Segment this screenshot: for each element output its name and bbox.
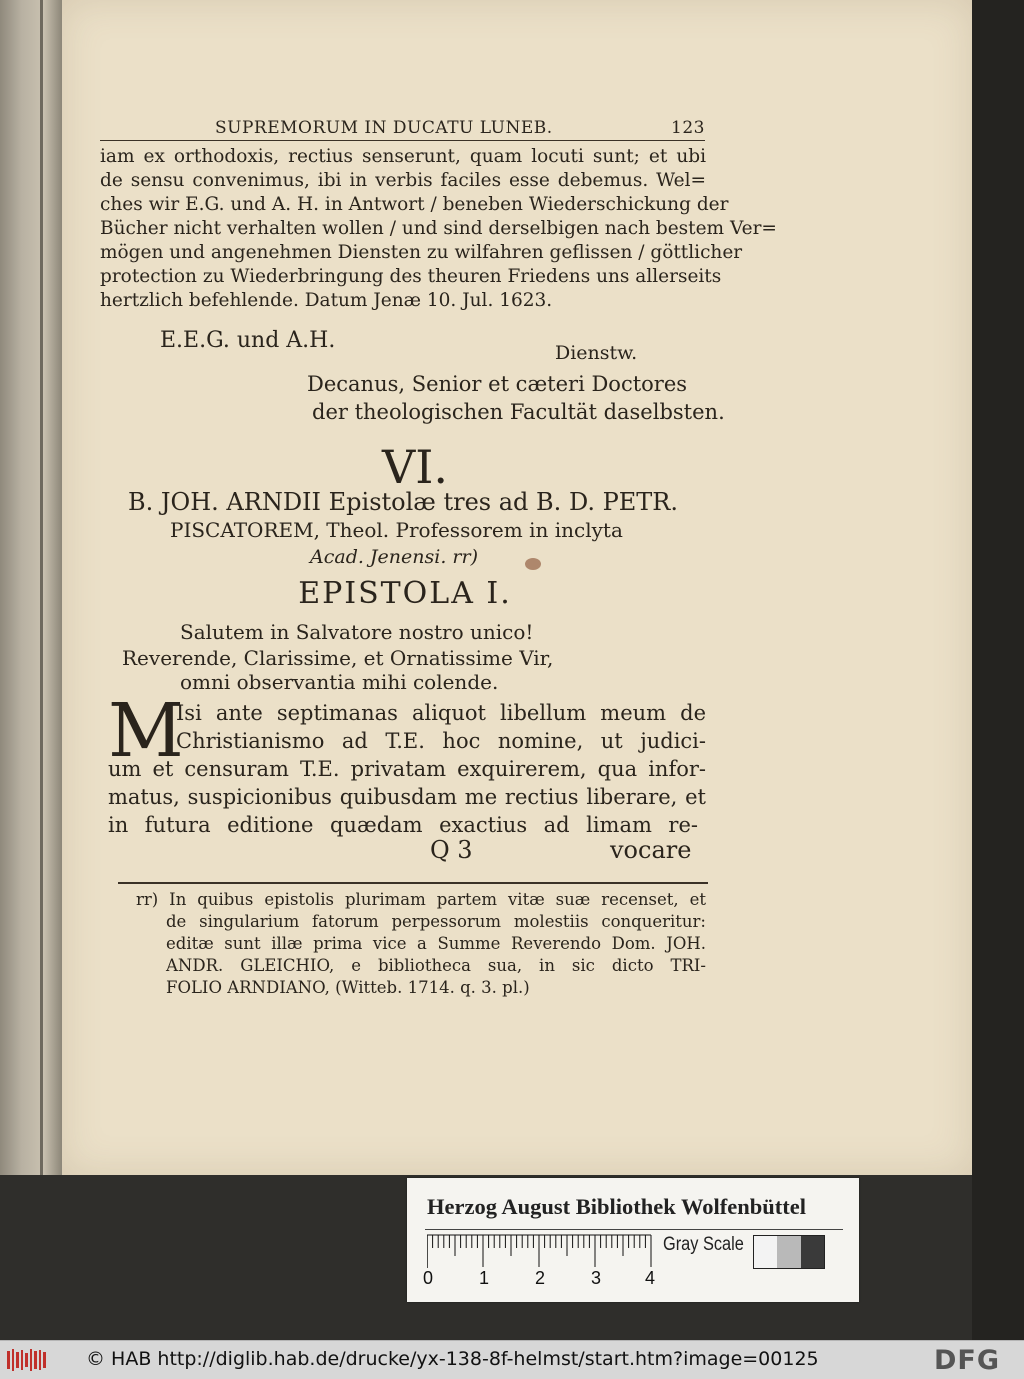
catchword: vocare: [610, 836, 692, 864]
dfg-logo: DFG: [934, 1345, 1001, 1376]
ink-blemish: [525, 558, 541, 570]
footnote-rule: [118, 882, 708, 884]
letter-salutation: E.E.G. und A.H.: [160, 328, 336, 353]
letter-line: de sensu convenimus, ibi in verbis faciles esse debemus. Wel=: [100, 170, 706, 191]
gray-scale-swatches: [753, 1235, 825, 1269]
paragraph-line: in futura editione quædam exactius ad limam re-: [108, 813, 698, 837]
epistola-heading: EPISTOLA I.: [298, 576, 512, 611]
card-rule: [425, 1229, 843, 1230]
header-rule: [100, 140, 705, 141]
page-gutter: [40, 0, 43, 1175]
letter-line: ches wir E.G. und A. H. in Antwort / beneben Wiederschickung der: [100, 194, 729, 215]
gray-scale-label: Gray Scale: [663, 1234, 744, 1255]
salutem-line-2: Reverende, Clarissime, et Ornatissime Vir,: [122, 646, 554, 670]
salutem-line-3: omni observantia mihi colende.: [180, 670, 499, 694]
section-title-line-1: B. JOH. ARNDII Epistolæ tres ad B. D. PETR.: [128, 488, 678, 516]
signature-mark: Q 3: [430, 836, 473, 864]
ruler-numbers: [423, 1268, 663, 1290]
facing-page-edge: [0, 0, 62, 1175]
copyright-url: © HAB http://diglib.hab.de/drucke/yx-138-8f-helmst/start.htm?image=00125: [86, 1348, 819, 1370]
footnote-line: de singularium fatorum perpessorum molestiis conqueritur:: [166, 912, 706, 931]
gray-swatch-light: [754, 1236, 777, 1268]
running-title: SUPREMORUM IN DUCATU LUNEB.: [215, 118, 553, 138]
letter-line: protection zu Wiederbringung des theuren Friedens uns allerseits: [100, 266, 722, 287]
drop-cap: M: [108, 688, 184, 774]
page-number: 123: [671, 118, 705, 138]
letter-line: mögen und angenehmen Diensten zu wilfahren geflissen / göttlicher: [100, 242, 743, 263]
section-title-line-3: Acad. Jenensi. rr): [310, 546, 478, 568]
letter-signature-1: Decanus, Senior et cæteri Doctores: [307, 372, 688, 396]
scale-number: 4: [645, 1268, 656, 1288]
letter-closing: Dienstw.: [555, 342, 638, 364]
scale-number: 0: [423, 1268, 434, 1288]
right-shadow: [972, 0, 1024, 1340]
footnote-line: rr) In quibus epistolis plurimam partem vitæ suæ recenset, et: [136, 890, 706, 909]
scale-number: 2: [535, 1268, 546, 1288]
hab-logo-icon: [6, 1348, 48, 1372]
scale-number: 1: [479, 1268, 490, 1288]
gray-swatch-mid: [777, 1236, 800, 1268]
salutem-line-1: Salutem in Salvatore nostro unico!: [180, 620, 534, 644]
footnote-line: FOLIO ARNDIANO, (Witteb. 1714. q. 3. pl.): [166, 978, 530, 997]
section-numeral: VI.: [381, 440, 448, 494]
paragraph-line: um et censuram T.E. privatam exquirerem, qua infor-: [108, 757, 706, 781]
scale-number: 3: [591, 1268, 602, 1288]
footnote-line: editæ sunt illæ prima vice a Summe Reverendo Dom. JOH.: [166, 934, 706, 953]
letter-signature-2: der theologischen Facultät daselbsten.: [312, 400, 725, 424]
letter-line: Bücher nicht verhalten wollen / und sind derselbigen nach bestem Ver=: [100, 218, 777, 239]
paragraph-line: matus, suspicionibus quibusdam me rectius liberare, et: [108, 785, 706, 809]
paragraph-line: Isi ante septimanas aliquot libellum meum de: [176, 701, 706, 725]
ruler-scale-icon: [427, 1234, 652, 1268]
library-scale-card: [407, 1178, 859, 1302]
library-name: Herzog August Bibliothek Wolfenbüttel: [427, 1194, 806, 1219]
paragraph-line: Christianismo ad T.E. hoc nomine, ut judici-: [176, 729, 706, 753]
running-header: [215, 114, 705, 138]
footnote-line: ANDR. GLEICHIO, e bibliotheca sua, in sic dicto TRI-: [166, 956, 706, 975]
section-title-line-2: PISCATOREM, Theol. Professorem in inclyta: [170, 518, 623, 542]
gray-swatch-dark: [801, 1236, 824, 1268]
status-bar: [0, 1340, 1024, 1379]
letter-line: iam ex orthodoxis, rectius senserunt, quam locuti sunt; et ubi: [100, 146, 706, 167]
letter-line: hertzlich befehlende. Datum Jenæ 10. Jul. 1623.: [100, 290, 553, 311]
